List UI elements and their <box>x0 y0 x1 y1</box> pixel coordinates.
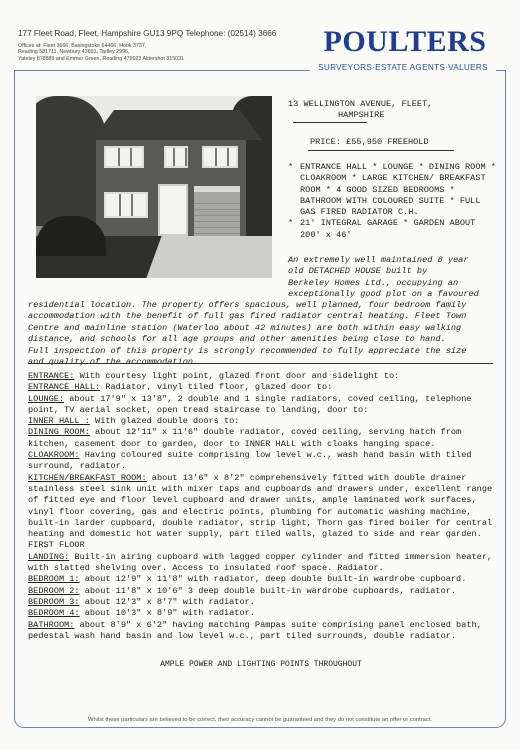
room-details: about 12'9" x 11'8" with radiator, deep double built-in wardrobe cupboard. <box>79 574 467 585</box>
room-details: about 10'3" x 8'9" with radiator. <box>79 608 255 619</box>
price: PRICE: £55,950 FREEHOLD <box>310 137 429 147</box>
room-label: BEDROOM 2: <box>28 585 80 596</box>
address-underline <box>293 122 367 123</box>
disclaimer: Whilst these particulars are believed to be correct, their accuracy cannot be guaranteed and they do not constitute an offer or contract. <box>24 717 496 723</box>
description-line: residential location. The property offers spacious, well planned, four bedroom family <box>28 300 467 310</box>
room-label: KITCHEN/BREAKFAST ROOM: <box>28 472 147 483</box>
feature-item: * ENTRANCE HALL * LOUNGE * DINING ROOM * CLOAKROOM * LARGE KITCHEN/ BREAKFAST ROOM * 4 GOOD SIZED BEDROOMS * BATHROOM WITH COLOURED SUITE * FULL GAS FIRED RADIATOR C.H. <box>288 162 498 218</box>
description-line: An extremely well maintained 8 year <box>288 255 469 265</box>
agent-address: 177 Fleet Road, Fleet, Hampshire GU13 9PQ Telephone: (02514) 3666 <box>18 29 277 38</box>
room-label: LOUNGE: <box>28 393 65 404</box>
room-entry <box>28 552 494 575</box>
room-details: Having coloured suite comprising low level w.c., wash hand basin with tiled surround, radiator. <box>28 450 472 472</box>
office-line: Reading 581711, Newbury 43691, Tadley 2996, <box>18 49 130 56</box>
room-label: DINING ROOM: <box>28 427 90 438</box>
property-photo <box>36 96 272 278</box>
brand-tagline: SURVEYORS·ESTATE AGENTS·VALUERS <box>318 63 488 72</box>
section-divider <box>28 363 493 364</box>
room-entry <box>28 574 494 585</box>
room-entry <box>28 608 494 619</box>
room-entry <box>28 382 494 393</box>
room-entry <box>28 427 494 450</box>
room-details: about 13'6" x 8'2" comprehensively fitted with double drainer stainless steel sink unit with mixer taps and cupboards and drawers under, excellent range of fitted eye and floor level cupboard and drawer units, ample laminated work surfaces, vinyl floor covering, gas and electric points, plumbing for automatic washing machine, built-in larder cupboard, double radiator, strip light, Thorn gas fired boiler for central heating and domestic hot water supply, part tiled walls, glazed to side and rear garden. <box>28 472 493 540</box>
room-details: Built-in airing cupboard with lagged copper cylinder and fitted immersion heater, with slatted shelving over. Access to insulated roof space. Radiator. <box>28 551 493 574</box>
room-label: ENTRANCE: <box>28 371 75 381</box>
room-label: ENTRANCE HALL: <box>28 382 101 393</box>
description-line: Full inspection of this property is strongly recommended to fully appreciate the size <box>28 345 467 356</box>
floor-heading: FIRST FLOOR <box>28 540 85 551</box>
description-line: exceptionally good plot on a favoured <box>288 289 479 300</box>
room-entry <box>28 620 494 643</box>
room-details: about 12'11" x 11'6" double radiator, coved ceiling, serving hatch from kitchen, casement door to garden, door to INNER HALL with cloaks hanging space. <box>28 427 462 449</box>
room-details: With courtesy light point, glazed front door and sidelight to: <box>74 371 400 381</box>
address-line: 13 WELLINGTON AVENUE, FLEET, <box>288 99 433 109</box>
room-entry <box>28 586 494 597</box>
feature-list <box>288 162 498 241</box>
room-entry <box>28 416 494 427</box>
room-label: BEDROOM 1: <box>28 574 80 585</box>
room-label: LANDING: <box>28 551 70 562</box>
room-entry <box>28 371 494 382</box>
description-intro <box>288 255 493 301</box>
room-label: BEDROOM 3: <box>28 596 80 607</box>
description-line: Berkeley Homes Ltd., occupying an <box>288 277 459 288</box>
description-line: Centre and mainline station (Waterloo about 42 minutes) are both within easy walking <box>28 322 462 333</box>
room-entry <box>28 394 494 417</box>
room-entry <box>28 450 494 473</box>
description-body <box>28 300 493 368</box>
description-line: distance, and schools for all age groups and other amenities being close to hand. <box>28 334 446 345</box>
room-details: about 17'9" x 13'8", 2 double and 1 single radiators, coved ceiling, telephone point, TV aerial socket, open tread staircase to landing, door to: <box>28 393 472 415</box>
branch-offices <box>18 43 298 62</box>
room-entry <box>28 597 494 608</box>
brand-logo: POULTERS <box>323 25 487 58</box>
feature-item: * 21' INTEGRAL GARAGE * GARDEN ABOUT 200' x 46' <box>288 218 498 241</box>
room-schedule <box>28 371 494 642</box>
description-line: accommodation with the benefit of full gas fired radiator central heating. Fleet Town <box>28 311 467 322</box>
room-label: INNER HALL : <box>28 416 90 427</box>
office-line: Yateley 878889 and Emmer Green, Reading 479923 Aldershot 315031 <box>18 55 184 62</box>
room-details: Radiator, vinyl tiled floor, glazed door to: <box>100 382 333 393</box>
address-line: HAMPSHIRE <box>338 110 385 121</box>
property-address <box>288 99 488 122</box>
room-label: CLOAKROOM: <box>28 450 80 461</box>
room-details: about 8'9" x 6'2" having matching Pampas suite comprising panel enclosed bath, pedestal wash hand basin and low level w.c., part tiled surrounds, double radiator. <box>28 619 482 641</box>
room-details: about 11'8" x 10'6" 3 deep double built-in wardrobe cupboards, radiator. <box>79 585 457 596</box>
price-underline <box>308 150 454 151</box>
room-entry <box>28 473 494 541</box>
room-details: With glazed double doors to: <box>89 416 240 427</box>
room-label: BEDROOM 4: <box>28 608 80 619</box>
office-line: Offices at: Fleet 3666, Basingstoke 64466, Hook 3737, <box>18 43 147 49</box>
description-line: old DETACHED HOUSE built by <box>288 266 428 277</box>
room-details: about 12'3" x 8'7" with radiator. <box>79 596 255 607</box>
room-label: BATHROOM: <box>28 619 75 630</box>
power-note: AMPLE POWER AND LIGHTING POINTS THROUGHOUT <box>160 660 362 669</box>
